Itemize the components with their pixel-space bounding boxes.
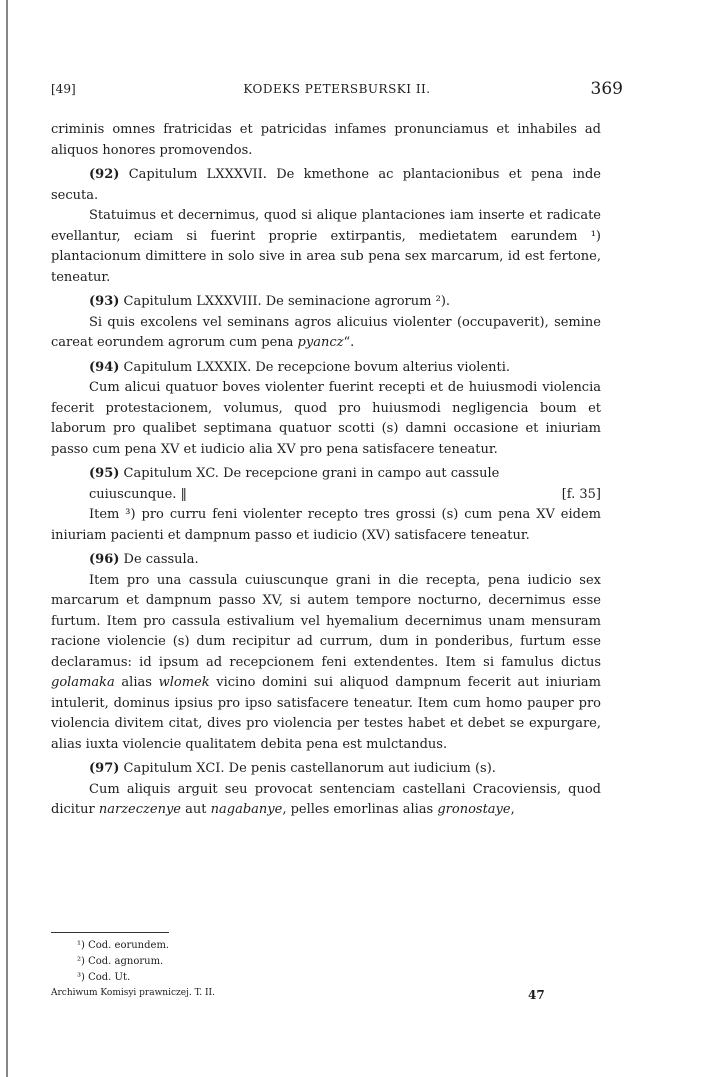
running-header: [51, 79, 623, 102]
chapter-title: Capitulum LXXXIX. De recepcione bovum alterius violenti.: [119, 359, 511, 375]
heading-97: [51, 759, 601, 780]
chapter-title-continued: cuiuscunque. ‖: [89, 486, 188, 502]
text-run: ,: [510, 802, 515, 817]
text-run: “.: [343, 335, 355, 350]
italic-term: nagabanye: [210, 802, 283, 817]
chapter-number: (96): [89, 552, 120, 567]
text-run: aut: [181, 802, 211, 817]
footnotes: [77, 938, 169, 986]
heading-95: [51, 464, 601, 485]
paragraph-cum-aliquis: [51, 780, 601, 821]
text-run: Cum aliquis arguit seu provocat sentenciam castellani Cracoviensis, quod dicitur: [51, 781, 601, 817]
italic-term: golamaka: [51, 675, 115, 690]
paragraph-criminis: criminis omnes fratricidas et patricidas infames pronunciamus et inhabiles ad aliquos honores promovendos.: [51, 122, 601, 158]
paragraph-item-cassula: [51, 571, 601, 756]
chapter-number: (97): [89, 761, 120, 776]
header-title: KODEKS PETERSBURSKI II.: [243, 82, 431, 96]
italic-term: wlomek: [158, 675, 210, 690]
paragraph-item-curru: Item ³) pro curru feni violenter recepto tres grossi (s) cum pena XV eidem iniuriam pacienti et dampnum passo et iudicio (XV) satisfacere teneatur.: [51, 507, 601, 543]
chapter-title: Capitulum LXXXVII. De kmethone ac plantacionibus et pena inde secuta.: [51, 167, 601, 203]
chapter-number: (92): [89, 167, 120, 182]
chapter-number: (95): [89, 466, 120, 481]
header-section-number: [49]: [51, 82, 76, 96]
text-run: vicino domini sui aliquod dampnum fecerit aut iniuriam intulerit, dominus ipsius pro ipso satisfacere teneatur. Item cum homo pauper pro violencia divitem citat, dives pro violencia per testes habet et debet se expurgare, alias iuxta violencie qualitatem debita pena est mulctandus.: [51, 675, 601, 752]
italic-term: pyancz: [297, 335, 344, 350]
footnote-2: ²) Cod. agnorum.: [77, 956, 164, 967]
sheet-number: 47: [528, 988, 545, 1002]
main-text: [51, 120, 601, 821]
source-signature: Archiwum Komisyi prawniczej. T. II.: [51, 988, 215, 998]
chapter-number: (93): [89, 294, 120, 309]
chapter-title: Capitulum LXXXVIII. De seminacione agrorum ²).: [119, 294, 451, 309]
footnote-1: ¹) Cod. eorundem.: [77, 940, 170, 951]
folio-marker: [f. 35]: [561, 486, 601, 502]
heading-92: [51, 165, 601, 206]
page-footer: [51, 988, 623, 1002]
heading-95-continuation: [51, 485, 601, 506]
text-run: Item pro una cassula cuiuscunque grani in die recepta, pena iudicio sex marcarum et dampnum passo XV, si autem tempore nocturno, decernimus esse furtum. Item pro cassula estivalium vel hyemalium decernimus unam mensuram racione violencie (s) dum recipitur ad currum, dum in ponderibus, furtum esse declaramus: id ipsum ad recepcionem feni extendentes. Item si famulus dictus: [51, 572, 601, 670]
paragraph-si-quis: [51, 313, 601, 354]
chapter-title: Capitulum XCI. De penis castellanorum aut iudicium (s).: [119, 761, 496, 776]
paragraph-cum-alicui: Cum alicui quatuor boves violenter fuerint recepti et de huiusmodi violencia fecerit protestacionem, volumus, quod pro huiusmodi negligencia boum et laborum pro qualibet septimana quatuor scotti (s) damni occasione et iniuriam passo cum pena XV et iudicio alia XV pro pena satisfacere teneatur.: [51, 380, 601, 457]
heading-96: [51, 550, 601, 571]
chapter-number: (94): [89, 359, 120, 375]
page-number: 369: [590, 79, 623, 99]
italic-term: gronostaye: [437, 802, 511, 817]
scan-margin-edge: [6, 0, 8, 1077]
chapter-title: De cassula.: [119, 552, 199, 567]
heading-94: [51, 358, 601, 379]
heading-93: [51, 292, 601, 313]
footnote-3: ³) Cod. Ut.: [77, 972, 131, 983]
text-run: Si quis excolens vel seminans agros alicuius violenter (occupaverit), semine careat eorundem agrorum cum pena: [51, 314, 601, 350]
footnote-divider: [51, 932, 169, 933]
paragraph-statuimus: Statuimus et decernimus, quod si alique plantaciones iam inserte et radicate evellantur, eciam si fuerint proprie extirpantis, medietatem earundem ¹) plantacionum dimittere in solo sive in area sub pena sex marcarum, id est fertone, teneatur.: [51, 208, 601, 285]
chapter-title: Capitulum XC. De recepcione grani in campo aut cassule: [119, 466, 500, 481]
text-run: alias: [114, 675, 159, 690]
italic-term: narzeczenye: [98, 802, 181, 817]
text-run: , pelles emorlinas alias: [282, 802, 438, 817]
